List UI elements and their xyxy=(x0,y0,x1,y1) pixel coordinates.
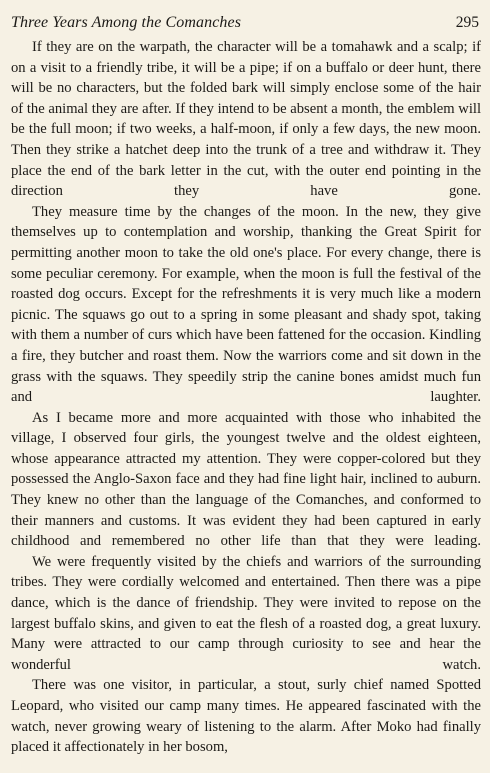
paragraph-moon-time: They measure time by the changes of the moon. In the new, they give themselves up to contemplation and worship, thanking the Great Spirit for permitting another moon to take the old one's place. For every change, there is some peculiar ceremony. For example, when the moon is full the festival of the roasted dog occurs. Except for the refreshments it is very much like a modern picnic. The squaws go out to a spring in some pleasant and shady spot, taking with them a number of curs which have been fattened for the occasion. Kindling a fire, they butcher and roast them. Now the warriors come and sit down in the grass with the squaws. They speedily strip the canine bones amidst much fun and laughter. xyxy=(11,203,481,406)
paragraph-visitors: We were frequently visited by the chiefs and warriors of the surrounding tribes. They were cordially welcomed and entertained. Then there was a pipe dance, which is the dance of friendship. They were invited to repose on the largest buffalo skins, and given to eat the flesh of a roasted dog, a great luxury. Many were attracted to our camp through curiosity to see and hear the wonderful watch. xyxy=(11,553,481,673)
running-title: Three Years Among the Comanches xyxy=(11,14,242,31)
paragraph-spotted-leopard: There was one visitor, in particular, a stout, surly chief named Spotted Leopard, who visited our camp many times. He appeared fascinated with the watch, never growing weary of listening to the alarm. After Moko had finally placed it affectionately in her bosom, xyxy=(11,677,481,756)
paragraph-warpath-signs: If they are on the warpath, the character will be a tomahawk and a scalp; if on a visit to a friendly tribe, it will be a pipe; if on a buffalo or deer hunt, there will be no characters, but the folded bark will simply enclose some of the hair of the animal they are after. If they intend to be absent a month, the emblem will be the full moon; if two weeks, a half-moon, if only a few days, the new moon. Then they strike a hatchet deep into the trunk of a tree and withdraw it. They place the end of the bark letter in the cut, with the outer end pointing in the direction they have gone. xyxy=(11,39,481,200)
body-text xyxy=(11,37,481,758)
paragraph-four-girls: As I became more and more acquainted with those who inhabited the village, I observed four girls, the youngest twelve and the oldest eighteen, whose appearance attracted my attention. They were copper-colored but they possessed the Anglo-Saxon face and they had fine light hair, inclined to auburn. They knew no other than the language of the Comanches, and conformed to their manners and customs. It was evident they had been captured in early childhood and remembered no other life than that they were leading. xyxy=(11,409,481,550)
page-header xyxy=(11,14,481,36)
page-number: 295 xyxy=(455,14,479,31)
